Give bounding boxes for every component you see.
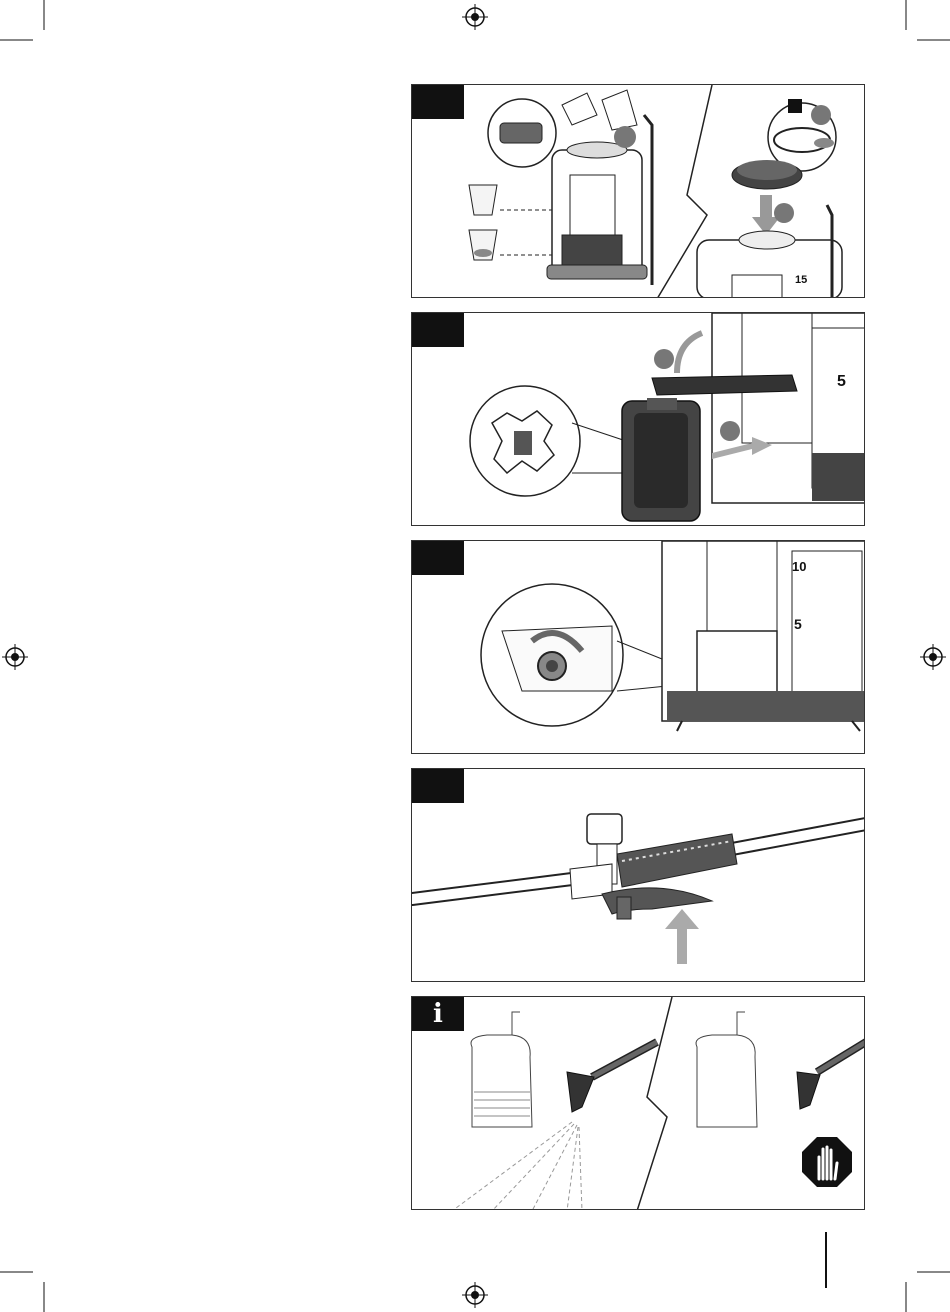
registration-mark-left-icon	[2, 644, 28, 670]
info-tag: i	[412, 997, 464, 1031]
registration-mark-top-icon	[462, 4, 488, 30]
drain-valve-figure	[412, 541, 865, 754]
registration-mark-right-icon	[920, 644, 946, 670]
fill-tank-figure	[412, 85, 865, 298]
panel-fill-tank	[411, 84, 865, 298]
panel-spray-handle	[411, 768, 865, 982]
crop-mark-bottom-right	[890, 1252, 950, 1312]
crop-mark-top-right	[890, 0, 950, 60]
panel-tag	[412, 85, 464, 119]
panel-tag	[412, 541, 464, 575]
registration-mark-bottom-icon	[462, 1282, 488, 1308]
page-edge-bar	[825, 1232, 827, 1288]
panel-battery	[411, 312, 865, 526]
crop-mark-bottom-left	[0, 1252, 60, 1312]
panel-valve	[411, 540, 865, 754]
crop-mark-top-left	[0, 0, 60, 60]
battery-insert-figure	[412, 313, 865, 526]
panel-tag	[412, 313, 464, 347]
panel-tag	[412, 769, 464, 803]
info-empty-tank-figure	[412, 997, 865, 1210]
tank-mark-5a: 5	[837, 373, 846, 390]
panel-info-empty	[411, 996, 865, 1210]
tank-mark-15: 15	[795, 274, 808, 286]
tank-mark-10: 10	[792, 559, 807, 574]
spray-handle-figure	[412, 769, 865, 982]
tank-mark-5b: 5	[794, 616, 802, 632]
